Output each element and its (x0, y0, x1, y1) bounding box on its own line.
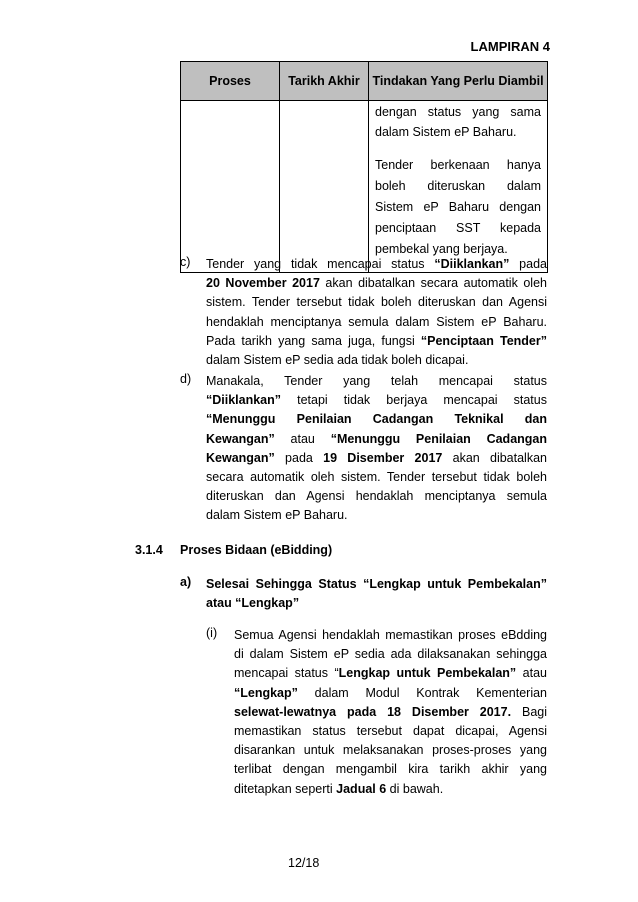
text-line: diteruskan dan Agensi hendaklah menciptanya semula (206, 489, 547, 504)
cell-line: pembekal yang berjaya. (375, 242, 508, 256)
section-title: Proses Bidaan (eBidding) (180, 543, 333, 557)
item-c-label: c) (180, 255, 191, 269)
text-line: selewat-lewatnya pada 18 Disember 2017. Bagi (234, 704, 547, 719)
cell-line: boleh diteruskan dalam (375, 179, 541, 193)
text-line: terlibat dengan mengambil kira tarikh akhir yang (234, 762, 547, 777)
section-number: 3.1.4 (135, 543, 163, 557)
text-line: Selesai Sehingga Status “Lengkap untuk Pembekalan” (206, 577, 547, 591)
text-line: Kewangan” atau “Menunggu Penilaian Cadangan (206, 431, 548, 446)
table-header-row (181, 62, 548, 101)
item-i-label: (i) (206, 626, 218, 640)
text-line: secara automatik oleh sistem. Tender tersebut tidak boleh (206, 470, 547, 485)
cell-tindakan (369, 101, 548, 273)
cell-line: Tender berkenaan hanya (375, 158, 541, 172)
item-a-heading (206, 575, 547, 613)
text-line: sistem. Tender tersebut tidak boleh diteruskan dan Agensi (206, 295, 547, 310)
cell-proses (181, 101, 280, 273)
text-line: disarankan untuk melaksanakan proses-proses yang (234, 743, 547, 758)
header-proses: Proses (181, 62, 280, 101)
cell-tarikh-akhir (280, 101, 369, 273)
text-line: hendaklah menciptanya semula dalam Sistem eP Baharu. (206, 314, 547, 329)
cell-line: dengan status yang sama (375, 105, 541, 119)
page-number: 12/18 (288, 856, 320, 870)
header-tindakan: Tindakan Yang Perlu Diambil (369, 62, 548, 101)
text-line: dalam Sistem eP Baharu. (206, 508, 348, 523)
cell-line: penciptaan SST kepada (375, 221, 541, 235)
text-line: 20 November 2017 akan dibatalkan secara automatik oleh (206, 276, 547, 291)
text-line: dalam Sistem eP sedia ada tidak boleh dicapai. (206, 353, 469, 368)
item-d-paragraph (206, 372, 547, 526)
text-line: ditetapkan seperti Jadual 6 di bawah. (234, 781, 444, 796)
item-c-paragraph (206, 255, 547, 370)
text-line: mencapai status “Lengkap untuk Pembekalan” atau (234, 666, 547, 681)
attachment-label: LAMPIRAN 4 (470, 39, 550, 54)
item-i-paragraph (234, 626, 547, 799)
continuation-table (180, 61, 548, 273)
table-row (181, 101, 548, 273)
text-line: Pada tarikh yang sama juga, fungsi “Penciptaan Tender” (206, 333, 547, 348)
text-line: “Lengkap” dalam Modul Kontrak Kementerian (234, 685, 547, 700)
text-line: “Diiklankan” tetapi tidak berjaya mencapai status (206, 393, 547, 408)
text-line: Kewangan” pada 19 Disember 2017 akan dibatalkan (206, 450, 547, 465)
text-line: di dalam Sistem eP sedia ada dilaksanakan sehingga (234, 647, 547, 662)
header-tarikh-akhir: Tarikh Akhir (280, 62, 369, 101)
text-line: memastikan status tersebut dapat dicapai, Agensi (234, 724, 547, 739)
text-line: Tender yang tidak mencapai status “Diiklankan” pada (206, 257, 547, 271)
item-a-label: a) (180, 575, 192, 589)
cell-line: dalam Sistem eP Baharu. (375, 125, 517, 139)
item-d-label: d) (180, 372, 192, 386)
text-line: Manakala, Tender yang telah mencapai status (206, 374, 547, 388)
cell-line: Sistem eP Baharu dengan (375, 200, 541, 214)
text-line: atau “Lengkap” (206, 596, 300, 611)
text-line: “Menunggu Penilaian Cadangan Teknikal dan (206, 412, 547, 427)
text-line: Semua Agensi hendaklah memastikan proses eBdding (234, 628, 547, 642)
